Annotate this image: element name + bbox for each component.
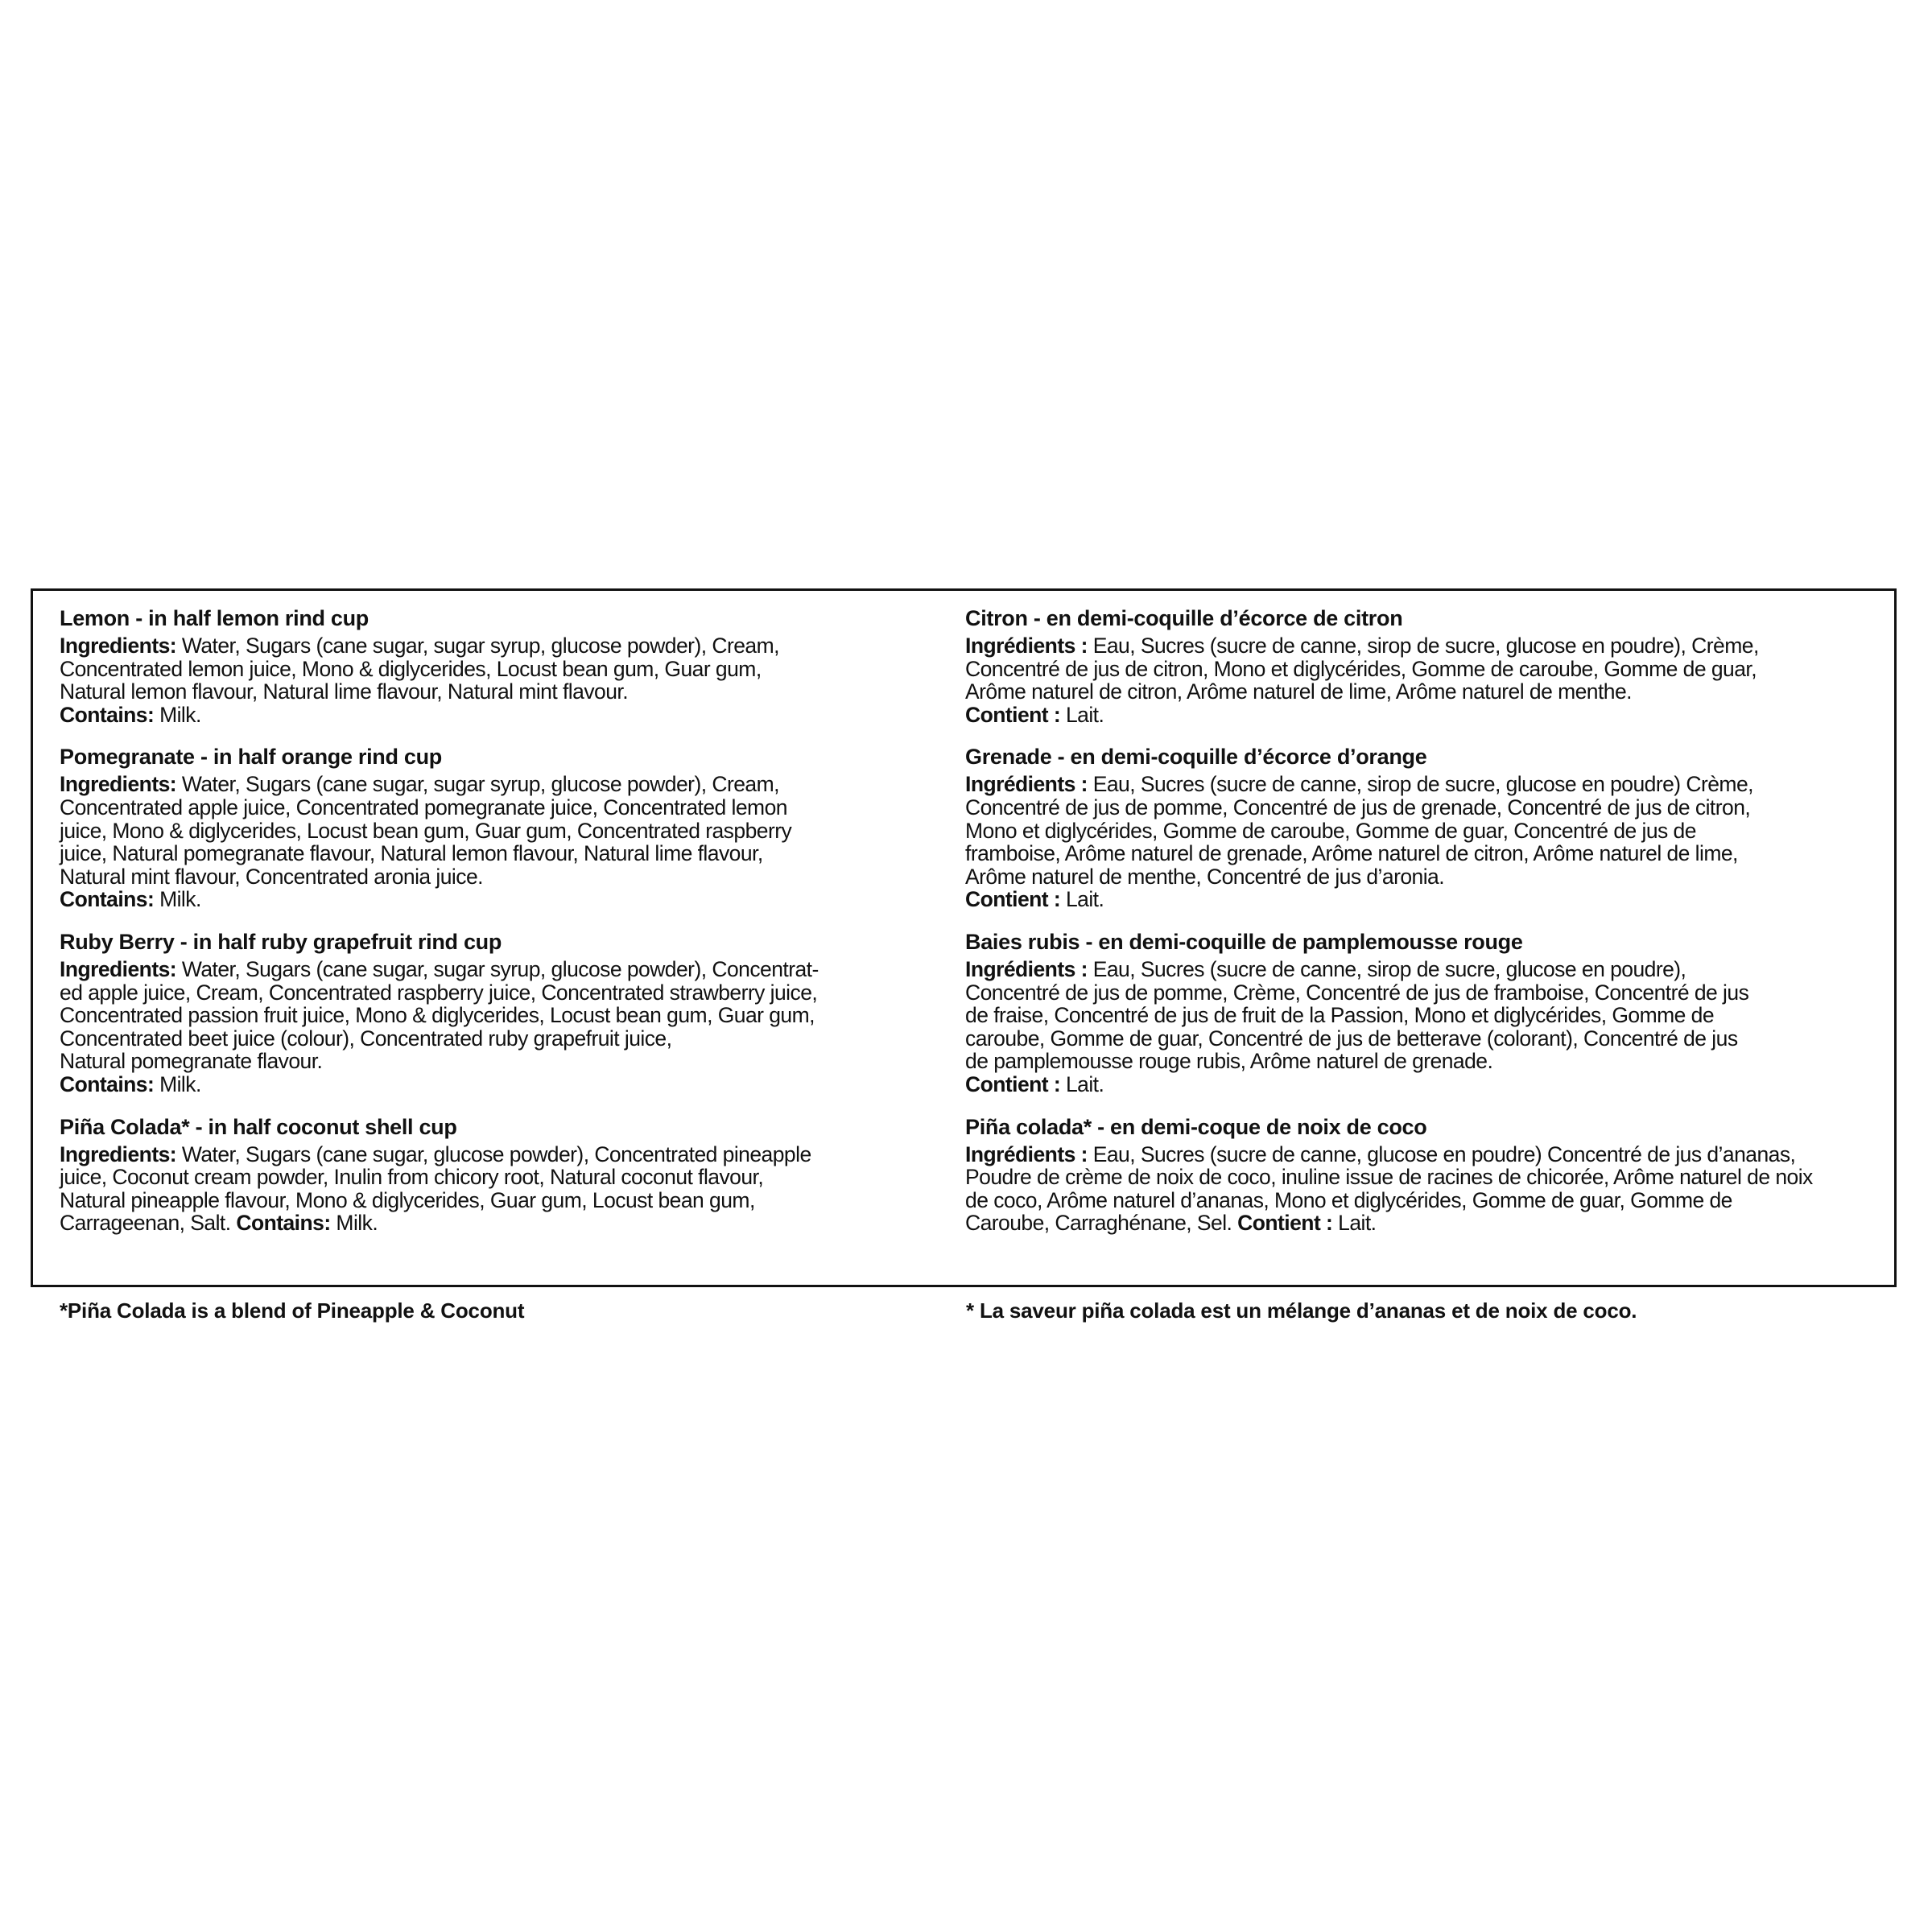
ingredient-line xyxy=(60,704,961,727)
ingredient-segment: Natural lemon flavour, Natural lime flavour, Natural mint flavour. xyxy=(60,679,629,704)
ingredient-line xyxy=(60,888,961,911)
flavour-title: Citron - en demi-coquille d’écorce de citron xyxy=(965,606,1403,630)
ingredient-line xyxy=(965,819,1891,843)
ingredient-segment: Concentrated passion fruit juice, Mono & diglycerides, Locust bean gum, Guar gum, xyxy=(60,1003,815,1028)
ingredient-text xyxy=(965,1143,1891,1235)
ingredient-line xyxy=(60,1027,961,1051)
ingredient-segment: Arôme naturel de menthe, Concentré de jus d’aronia. xyxy=(965,864,1445,889)
flavour-title: Pomegranate - in half orange rind cup xyxy=(60,745,442,770)
footnote-french: * La saveur piña colada est un mélange d’ananas et de noix de coco. xyxy=(966,1298,1637,1323)
ingredient-segment: Poudre de crème de noix de coco, inuline issue de racines de chicorée, Arôme naturel de noix xyxy=(965,1165,1813,1190)
ingredient-segment: Milk. xyxy=(154,1071,201,1096)
ingredient-line xyxy=(60,958,961,981)
ingredient-segment: juice, Coconut cream powder, Inulin from chicory root, Natural coconut flavour, xyxy=(60,1165,764,1190)
ingredient-label: Ingredients: xyxy=(60,772,177,797)
ingredient-line xyxy=(60,1073,961,1096)
ingredient-label: Contains: xyxy=(60,702,155,727)
flavour-section xyxy=(60,605,961,726)
ingredient-segment: Milk. xyxy=(330,1211,378,1236)
ingredient-line xyxy=(60,1166,961,1189)
flavour-title: Baies rubis - en demi-coquille de pamplemousse rouge xyxy=(965,929,1523,954)
ingredient-line xyxy=(965,704,1891,727)
ingredient-label: Contains: xyxy=(60,887,155,912)
ingredient-segment: Water, Sugars (cane sugar, sugar syrup, glucose powder), Concentrat- xyxy=(176,956,819,981)
ingredient-label: Contains: xyxy=(236,1211,331,1236)
ingredient-line xyxy=(965,1050,1891,1073)
ingredient-segment: juice, Natural pomegranate flavour, Natural lemon flavour, Natural lime flavour, xyxy=(60,841,763,866)
ingredient-segment: Eau, Sucres (sucre de canne, glucose en poudre) Concentré de jus d’ananas, xyxy=(1087,1141,1796,1166)
ingredients-panel xyxy=(31,588,1897,1287)
ingredient-segment: Concentré de jus de citron, Mono et diglycérides, Gomme de caroube, Gomme de guar, xyxy=(965,656,1757,681)
ingredient-segment: Caroube, Carraghénane, Sel. xyxy=(965,1211,1238,1236)
ingredient-segment: Lait. xyxy=(1060,702,1104,727)
flavour-section xyxy=(965,744,1891,911)
ingredient-label: Ingrédients : xyxy=(965,772,1088,797)
flavour-section xyxy=(965,605,1891,726)
ingredient-segment: caroube, Gomme de guar, Concentré de jus de betterave (colorant), Concentré de jus xyxy=(965,1026,1738,1051)
ingredient-text xyxy=(60,958,961,1096)
ingredient-label: Contient : xyxy=(965,887,1061,912)
ingredient-text xyxy=(60,1143,961,1235)
ingredient-label: Ingrédients : xyxy=(965,1141,1088,1166)
ingredient-line xyxy=(965,658,1891,681)
ingredient-segment: juice, Mono & diglycerides, Locust bean gum, Guar gum, Concentrated raspberry xyxy=(60,818,792,843)
ingredient-label: Ingrédients : xyxy=(965,956,1088,981)
ingredient-line xyxy=(965,958,1891,981)
flavour-title: Lemon - in half lemon rind cup xyxy=(60,606,369,630)
ingredient-text xyxy=(60,773,961,911)
ingredient-segment: Mono et diglycérides, Gomme de caroube, Gomme de guar, Concentré de jus de xyxy=(965,818,1696,843)
ingredient-line xyxy=(965,1004,1891,1027)
ingredient-line xyxy=(965,1212,1891,1235)
flavour-title: Grenade - en demi-coquille d’écorce d’orange xyxy=(965,745,1427,770)
ingredient-segment: Lait. xyxy=(1332,1211,1377,1236)
ingredient-line xyxy=(60,1004,961,1027)
ingredient-line xyxy=(60,796,961,819)
ingredient-text xyxy=(965,634,1891,726)
ingredient-line xyxy=(60,1212,961,1235)
ingredient-line xyxy=(965,1166,1891,1189)
ingredient-segment: Eau, Sucres (sucre de canne, sirop de sucre, glucose en poudre), Crème, xyxy=(1087,634,1759,658)
ingredient-segment: Eau, Sucres (sucre de canne, sirop de sucre, glucose en poudre), xyxy=(1087,956,1686,981)
ingredient-line xyxy=(60,865,961,889)
ingredient-label: Contient : xyxy=(1237,1211,1333,1236)
ingredient-line xyxy=(965,1143,1891,1166)
ingredient-line xyxy=(60,981,961,1005)
ingredient-line xyxy=(60,819,961,843)
ingredient-label: Ingredients: xyxy=(60,634,177,658)
ingredient-segment: Milk. xyxy=(154,702,201,727)
ingredient-label: Ingredients: xyxy=(60,1141,177,1166)
flavour-section xyxy=(965,929,1891,1096)
flavour-section xyxy=(60,744,961,911)
ingredient-segment: Arôme naturel de citron, Arôme naturel de lime, Arôme naturel de menthe. xyxy=(965,679,1632,704)
ingredient-line xyxy=(965,842,1891,865)
ingredient-label: Contient : xyxy=(965,702,1061,727)
ingredient-line xyxy=(965,773,1891,796)
flavour-title: Piña colada* - en demi-coque de noix de coco xyxy=(965,1114,1427,1139)
ingredient-segment: Concentré de jus de pomme, Concentré de jus de grenade, Concentré de jus de citron, xyxy=(965,795,1751,819)
ingredient-line xyxy=(60,1143,961,1166)
ingredient-segment: Concentrated lemon juice, Mono & diglycerides, Locust bean gum, Guar gum, xyxy=(60,656,762,681)
ingredient-line xyxy=(965,1189,1891,1212)
ingredient-line xyxy=(60,634,961,658)
ingredient-line xyxy=(965,981,1891,1005)
ingredient-segment: Concentrated beet juice (colour), Concentrated ruby grapefruit juice, xyxy=(60,1026,672,1051)
ingredient-segment: Carrageenan, Salt. xyxy=(60,1211,237,1236)
ingredient-line xyxy=(60,1189,961,1212)
ingredient-segment: Water, Sugars (cane sugar, sugar syrup, glucose powder), Cream, xyxy=(176,634,779,658)
ingredient-segment: ed apple juice, Cream, Concentrated raspberry juice, Concentrated strawberry juice, xyxy=(60,980,818,1005)
ingredient-line xyxy=(965,680,1891,704)
flavour-section xyxy=(60,929,961,1096)
ingredient-segment: Concentrated apple juice, Concentrated pomegranate juice, Concentrated lemon xyxy=(60,795,787,819)
french-column xyxy=(965,605,1891,1253)
flavour-section xyxy=(60,1114,961,1235)
ingredient-line xyxy=(60,680,961,704)
ingredient-line xyxy=(965,888,1891,911)
ingredient-segment: Water, Sugars (cane sugar, sugar syrup, glucose powder), Cream, xyxy=(176,772,779,797)
ingredient-text xyxy=(965,773,1891,911)
ingredient-segment: Natural mint flavour, Concentrated aronia juice. xyxy=(60,864,483,889)
ingredient-segment: de fraise, Concentré de jus de fruit de la Passion, Mono et diglycérides, Gomme de xyxy=(965,1003,1715,1028)
ingredient-segment: Milk. xyxy=(154,887,201,912)
ingredient-line xyxy=(60,773,961,796)
ingredient-segment: Water, Sugars (cane sugar, glucose powder), Concentrated pineapple xyxy=(176,1141,811,1166)
ingredient-line xyxy=(965,634,1891,658)
ingredient-segment: Lait. xyxy=(1060,1071,1104,1096)
ingredient-text xyxy=(60,634,961,726)
english-column xyxy=(60,605,961,1253)
ingredient-line xyxy=(60,1050,961,1073)
ingredient-label: Ingrédients : xyxy=(965,634,1088,658)
footnote-english: *Piña Colada is a blend of Pineapple & Coconut xyxy=(60,1298,525,1323)
ingredient-line xyxy=(965,865,1891,889)
ingredient-line xyxy=(60,842,961,865)
ingredient-label: Contient : xyxy=(965,1071,1061,1096)
ingredient-segment: Eau, Sucres (sucre de canne, sirop de sucre, glucose en poudre) Crème, xyxy=(1087,772,1753,797)
flavour-title: Ruby Berry - in half ruby grapefruit rind cup xyxy=(60,929,502,954)
ingredient-segment: Concentré de jus de pomme, Crème, Concentré de jus de framboise, Concentré de jus xyxy=(965,980,1749,1005)
ingredient-segment: Natural pomegranate flavour. xyxy=(60,1049,323,1074)
ingredient-segment: de coco, Arôme naturel d’ananas, Mono et diglycérides, Gomme de guar, Gomme de xyxy=(965,1187,1732,1212)
ingredient-line xyxy=(60,658,961,681)
ingredient-label: Ingredients: xyxy=(60,956,177,981)
ingredient-line xyxy=(965,796,1891,819)
ingredient-segment: Lait. xyxy=(1060,887,1104,912)
ingredient-label: Contains: xyxy=(60,1071,155,1096)
flavour-section xyxy=(965,1114,1891,1235)
ingredient-text xyxy=(965,958,1891,1096)
ingredient-line xyxy=(965,1027,1891,1051)
flavour-title: Piña Colada* - in half coconut shell cup xyxy=(60,1114,457,1139)
ingredient-segment: framboise, Arôme naturel de grenade, Arôme naturel de citron, Arôme naturel de lime, xyxy=(965,841,1738,866)
ingredient-segment: de pamplemousse rouge rubis, Arôme naturel de grenade. xyxy=(965,1049,1493,1074)
ingredient-line xyxy=(965,1073,1891,1096)
ingredient-segment: Natural pineapple flavour, Mono & diglycerides, Guar gum, Locust bean gum, xyxy=(60,1187,755,1212)
